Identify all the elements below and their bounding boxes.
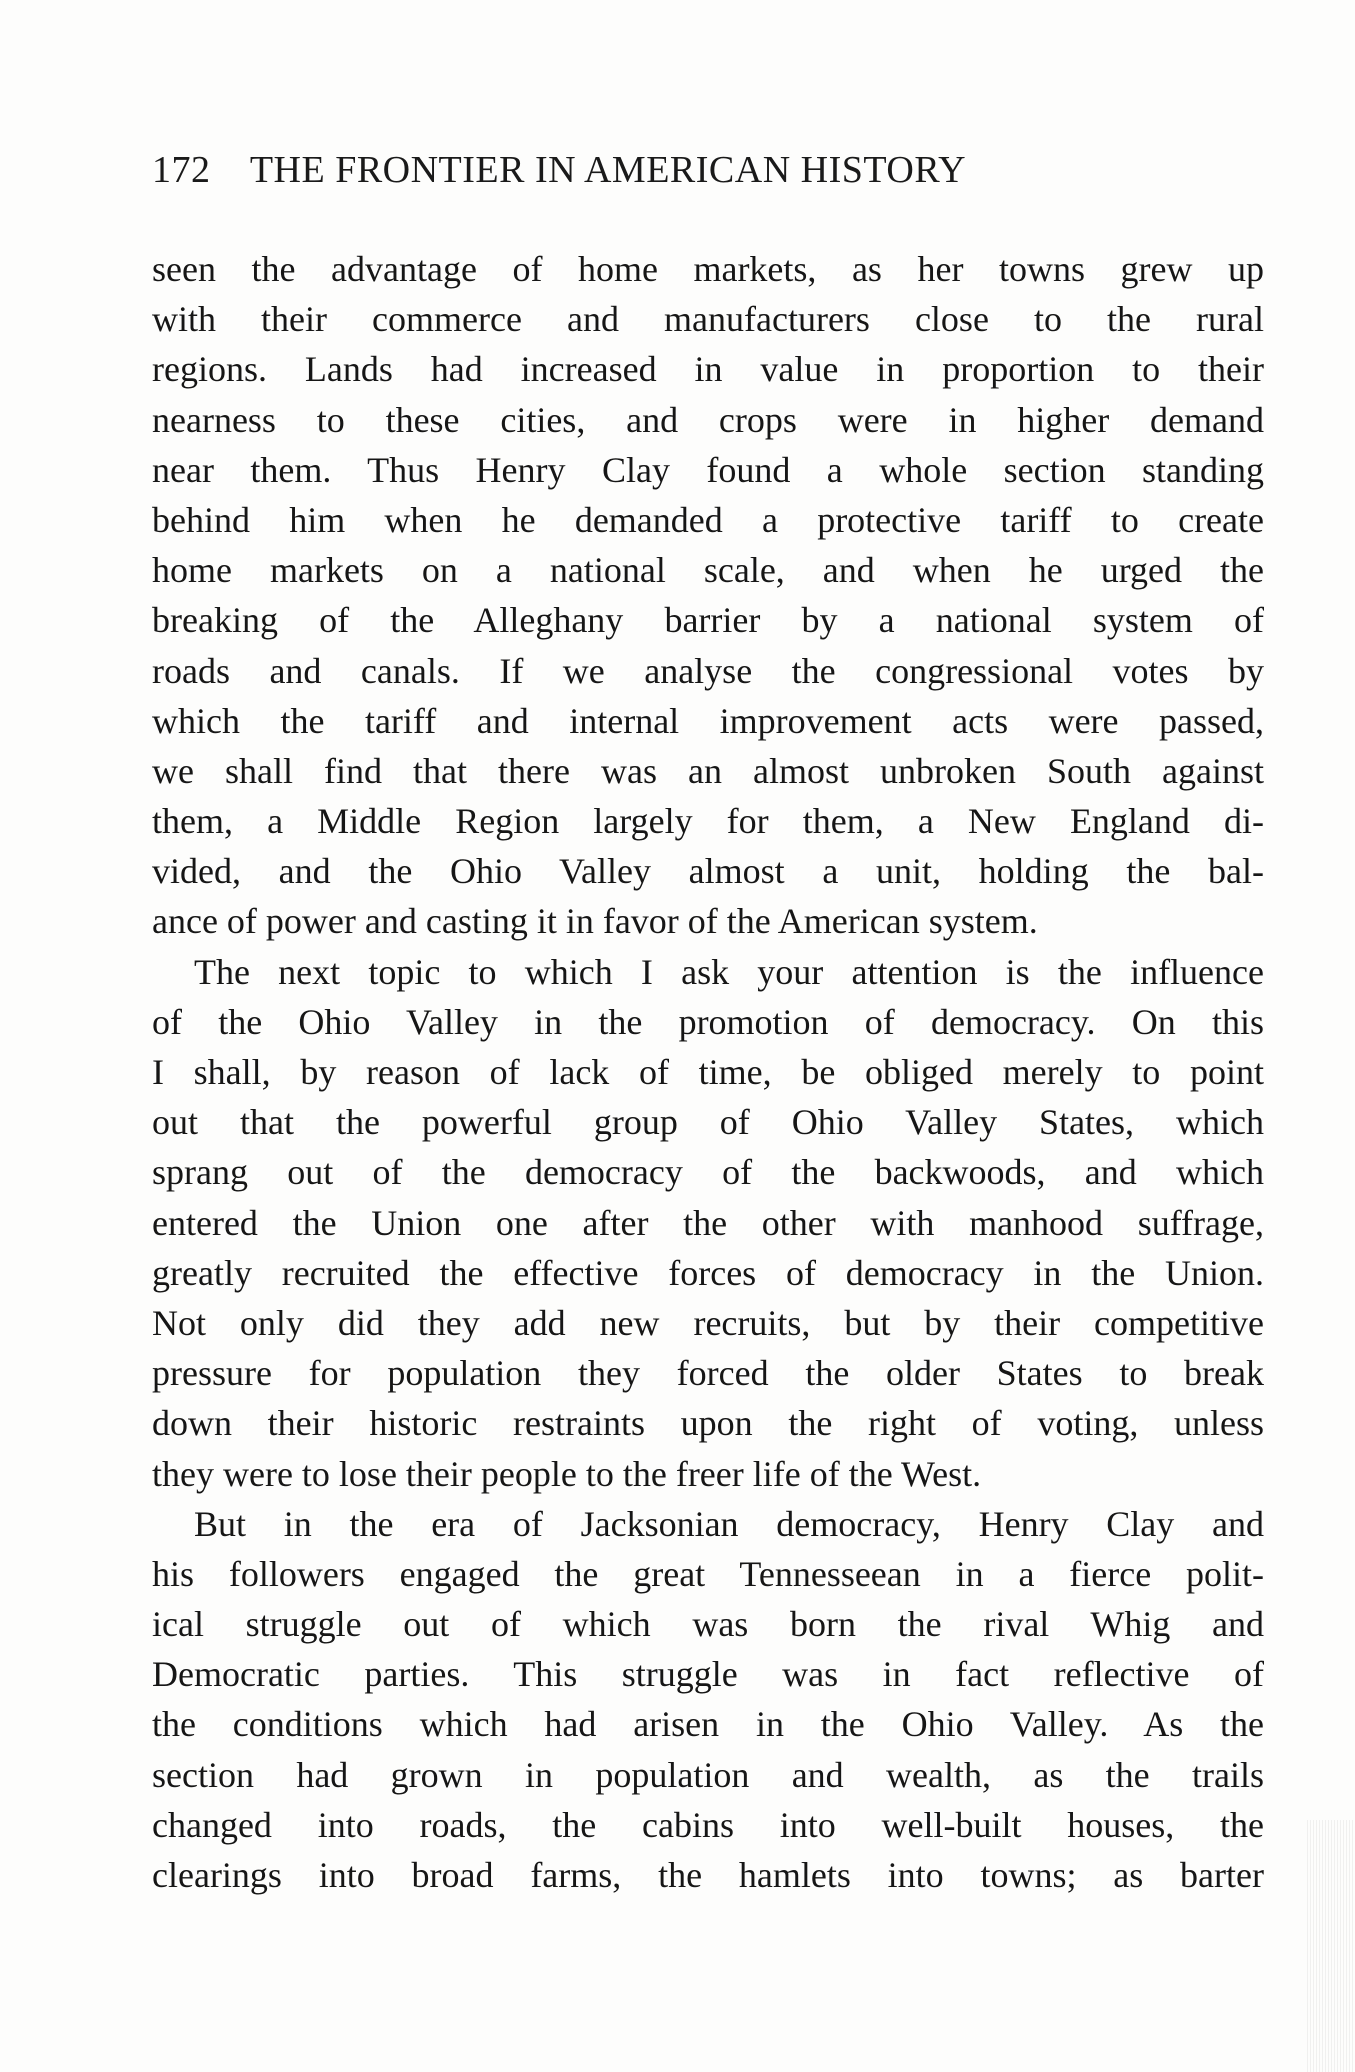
text-line: which the tariff and internal improvement acts were passed,: [152, 700, 1264, 741]
text-line: vided, and the Ohio Valley almost a unit, holding the bal-: [152, 851, 1264, 892]
running-header: [152, 148, 1152, 192]
text-line: the conditions which had arisen in the Ohio Valley. As the: [152, 1704, 1264, 1745]
text-line: changed into roads, the cabins into well-built houses, the: [152, 1804, 1264, 1845]
paragraph: [152, 947, 1264, 1499]
text-line: But in the era of Jacksonian democracy, Henry Clay and: [194, 1503, 1264, 1544]
text-line: nearness to these cities, and crops were in higher demand: [152, 399, 1264, 440]
text-line: greatly recruited the effective forces of democracy in the Union.: [152, 1252, 1264, 1293]
scan-edge-artifact: [1307, 1820, 1355, 2072]
text-line: I shall, by reason of lack of time, be obliged merely to point: [152, 1052, 1264, 1092]
text-line: regions. Lands had increased in value in proportion to their: [152, 349, 1264, 390]
text-line: they were to lose their people to the freer life of the West.: [152, 1453, 982, 1494]
text-line: clearings into broad farms, the hamlets into towns; as barter: [152, 1855, 1264, 1895]
text-line: near them. Thus Henry Clay found a whole section standing: [152, 449, 1264, 490]
page-number: 172: [152, 149, 211, 191]
text-line: down their historic restraints upon the right of voting, unless: [152, 1403, 1264, 1444]
text-line: behind him when he demanded a protective tariff to create: [152, 499, 1264, 540]
paragraph: [152, 244, 1264, 947]
text-line: The next topic to which I ask your attention is the influence: [194, 951, 1264, 992]
text-line: we shall find that there was an almost unbroken South against: [152, 750, 1264, 791]
body-text: [152, 244, 1264, 1900]
text-line: ance of power and casting it in favor of the American system.: [152, 901, 1038, 942]
text-line: section had grown in population and wealth, as the trails: [152, 1754, 1264, 1795]
text-line: sprang out of the democracy of the backwoods, and which: [152, 1152, 1264, 1193]
paragraph: [152, 1499, 1264, 1901]
text-line: home markets on a national scale, and when he urged the: [152, 550, 1264, 591]
text-line: pressure for population they forced the older States to break: [152, 1353, 1264, 1394]
text-line: them, a Middle Region largely for them, a New England di-: [152, 801, 1264, 842]
text-line: his followers engaged the great Tennesseean in a fierce polit-: [152, 1553, 1264, 1594]
text-line: Not only did they add new recruits, but by their competitive: [152, 1302, 1264, 1343]
text-line: with their commerce and manufacturers close to the rural: [152, 299, 1264, 340]
text-line: entered the Union one after the other with manhood suffrage,: [152, 1202, 1264, 1243]
text-line: Democratic parties. This struggle was in fact reflective of: [152, 1654, 1264, 1695]
text-line: ical struggle out of which was born the rival Whig and: [152, 1604, 1264, 1645]
running-title: THE FRONTIER IN AMERICAN HISTORY: [249, 149, 967, 191]
text-line: roads and canals. If we analyse the congressional votes by: [152, 650, 1264, 691]
text-line: out that the powerful group of Ohio Valley States, which: [152, 1102, 1264, 1143]
text-line: of the Ohio Valley in the promotion of democracy. On this: [152, 1001, 1264, 1042]
text-line: seen the advantage of home markets, as her towns grew up: [152, 249, 1264, 289]
text-line: breaking of the Alleghany barrier by a national system of: [152, 600, 1264, 641]
